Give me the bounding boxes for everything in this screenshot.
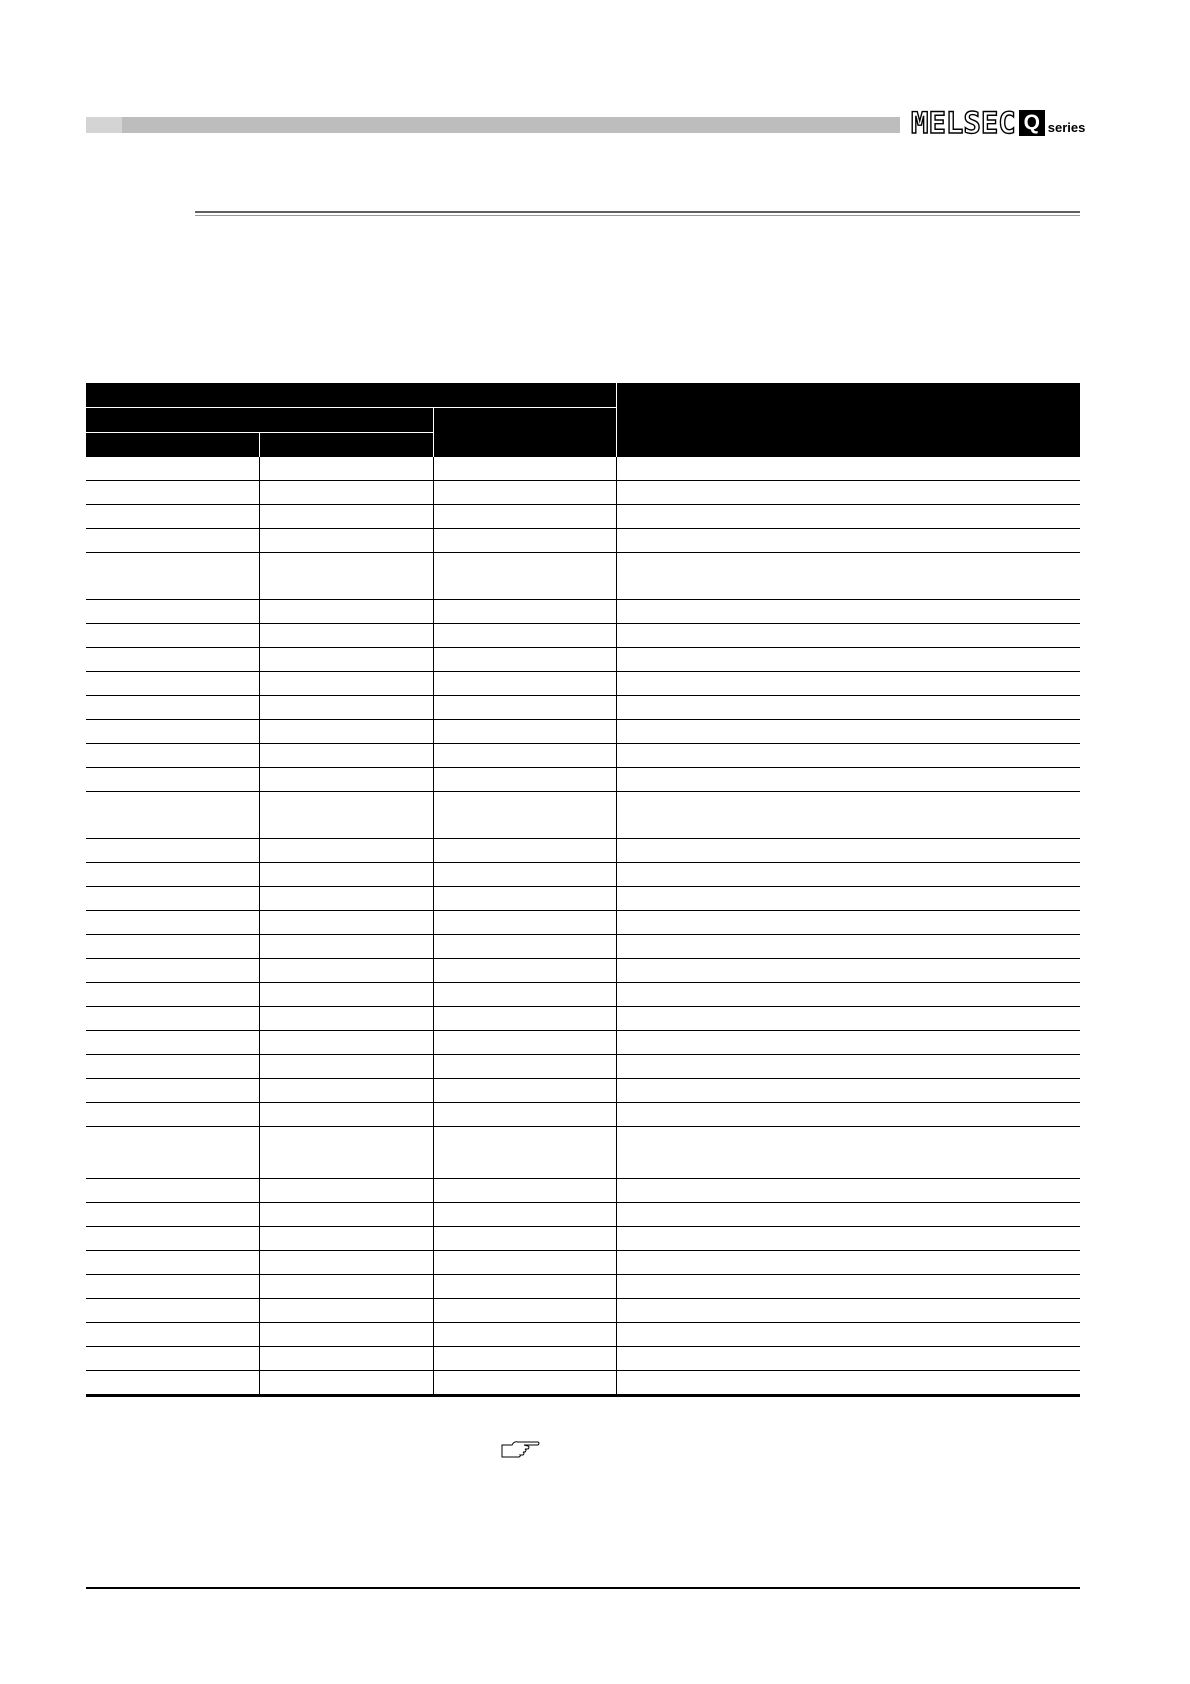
- table-cell: [259, 935, 433, 959]
- table-cell: [616, 457, 1080, 481]
- table-row: [86, 505, 1080, 529]
- header-bar-tab: [86, 117, 122, 133]
- table-cell: [86, 1007, 259, 1031]
- table-cell: [86, 792, 259, 839]
- table-row: [86, 1251, 1080, 1275]
- table-cell: [259, 983, 433, 1007]
- table-cell: [259, 672, 433, 696]
- table-cell: [616, 1371, 1080, 1396]
- table-cell: [86, 1251, 259, 1275]
- table-cell: [616, 1031, 1080, 1055]
- table-row: [86, 600, 1080, 624]
- table-cell: [616, 1251, 1080, 1275]
- table-cell: [433, 1275, 616, 1299]
- table-cell: [259, 648, 433, 672]
- table-row: [86, 887, 1080, 911]
- table-cell: [86, 1371, 259, 1396]
- table-cell: [616, 1299, 1080, 1323]
- table-row: [86, 720, 1080, 744]
- table-cell: [616, 1055, 1080, 1079]
- table-row: [86, 1227, 1080, 1251]
- table-cell: [433, 887, 616, 911]
- table-cell: [433, 648, 616, 672]
- table-cell: [433, 505, 616, 529]
- table-cell: [86, 505, 259, 529]
- table-cell: [86, 983, 259, 1007]
- table-cell: [86, 959, 259, 983]
- section-divider-thin: [195, 215, 1080, 216]
- table-cell: [433, 839, 616, 863]
- table-cell: [86, 911, 259, 935]
- table-row: [86, 648, 1080, 672]
- table-cell: [616, 887, 1080, 911]
- table-cell: [433, 911, 616, 935]
- table-cell: [433, 1103, 616, 1127]
- table-cell: [259, 1127, 433, 1179]
- table-row: [86, 672, 1080, 696]
- table-cell: [433, 696, 616, 720]
- table-cell: [433, 1299, 616, 1323]
- table-cell: [86, 600, 259, 624]
- table-cell: [616, 935, 1080, 959]
- table-cell: [86, 1127, 259, 1179]
- table-header-subgroup: [86, 408, 433, 433]
- table-cell: [616, 959, 1080, 983]
- table-cell: [616, 1203, 1080, 1227]
- table-cell: [616, 481, 1080, 505]
- table-cell: [259, 911, 433, 935]
- table-cell: [259, 1007, 433, 1031]
- logo-suffix: series: [1047, 120, 1086, 135]
- table-cell: [433, 1179, 616, 1203]
- table-cell: [433, 1007, 616, 1031]
- table-row: [86, 1127, 1080, 1179]
- table-cell: [259, 1227, 433, 1251]
- data-table: [86, 383, 1080, 1397]
- table-cell: [616, 1103, 1080, 1127]
- table-header-col-2: [259, 433, 433, 458]
- table-cell: [259, 624, 433, 648]
- table-cell: [259, 1055, 433, 1079]
- table-cell: [259, 959, 433, 983]
- table-cell: [86, 1347, 259, 1371]
- table-row: [86, 959, 1080, 983]
- table-row: [86, 744, 1080, 768]
- table-cell: [259, 1203, 433, 1227]
- table-cell: [433, 481, 616, 505]
- table-row: [86, 624, 1080, 648]
- table-cell: [259, 887, 433, 911]
- table-cell: [86, 935, 259, 959]
- table-cell: [259, 481, 433, 505]
- table-row: [86, 529, 1080, 553]
- table-cell: [433, 935, 616, 959]
- table-cell: [259, 1371, 433, 1396]
- table-cell: [86, 1323, 259, 1347]
- table-cell: [259, 863, 433, 887]
- table-cell: [433, 744, 616, 768]
- table-cell: [433, 624, 616, 648]
- table-row: [86, 1275, 1080, 1299]
- table-cell: [616, 1347, 1080, 1371]
- table-cell: [616, 1007, 1080, 1031]
- table-cell: [433, 553, 616, 600]
- table-cell: [616, 1079, 1080, 1103]
- table-cell: [433, 768, 616, 792]
- table-cell: [616, 792, 1080, 839]
- table-cell: [616, 624, 1080, 648]
- table-cell: [86, 672, 259, 696]
- table-cell: [616, 600, 1080, 624]
- table-cell: [259, 1251, 433, 1275]
- table-cell: [259, 768, 433, 792]
- table-row: [86, 457, 1080, 481]
- table-row: [86, 1299, 1080, 1323]
- table-cell: [86, 744, 259, 768]
- table-row: [86, 1055, 1080, 1079]
- table-cell: [86, 648, 259, 672]
- table-cell: [433, 1227, 616, 1251]
- table-cell: [86, 457, 259, 481]
- table-cell: [86, 1299, 259, 1323]
- table-cell: [433, 529, 616, 553]
- melsec-q-series-logo: [911, 106, 1085, 138]
- table-cell: [86, 887, 259, 911]
- table-cell: [86, 553, 259, 600]
- logo-brand: MELSEC: [911, 106, 1016, 140]
- table-cell: [259, 553, 433, 600]
- table-row: [86, 1323, 1080, 1347]
- table-cell: [433, 792, 616, 839]
- table-cell: [86, 768, 259, 792]
- table-cell: [433, 1347, 616, 1371]
- table-cell: [616, 529, 1080, 553]
- table-cell: [259, 1179, 433, 1203]
- table-cell: [259, 839, 433, 863]
- table-row: [86, 792, 1080, 839]
- table-cell: [616, 1127, 1080, 1179]
- table-row: [86, 553, 1080, 600]
- table-cell: [259, 1323, 433, 1347]
- pointing-hand-icon: [500, 1439, 542, 1459]
- table-cell: [86, 720, 259, 744]
- table-cell: [616, 553, 1080, 600]
- table-cell: [86, 1227, 259, 1251]
- table-cell: [433, 720, 616, 744]
- table-row: [86, 1103, 1080, 1127]
- table-cell: [259, 529, 433, 553]
- table-cell: [259, 457, 433, 481]
- table-row: [86, 839, 1080, 863]
- table-header-col-3: [433, 408, 616, 458]
- table-cell: [433, 863, 616, 887]
- table-row: [86, 1371, 1080, 1396]
- table-header-group: [86, 383, 616, 408]
- table-cell: [433, 1371, 616, 1396]
- table-row: [86, 1203, 1080, 1227]
- table-cell: [433, 1031, 616, 1055]
- table-cell: [259, 744, 433, 768]
- table-row: [86, 481, 1080, 505]
- table-cell: [259, 1103, 433, 1127]
- table-cell: [86, 1079, 259, 1103]
- table-cell: [259, 1031, 433, 1055]
- table-row: [86, 1007, 1080, 1031]
- table-row: [86, 1079, 1080, 1103]
- section-divider: [195, 211, 1080, 213]
- table-header-description: [616, 383, 1080, 457]
- table-cell: [616, 863, 1080, 887]
- table-cell: [86, 1179, 259, 1203]
- table-cell: [616, 983, 1080, 1007]
- table-body: [86, 457, 1080, 1396]
- table-cell: [86, 839, 259, 863]
- table-cell: [86, 624, 259, 648]
- table-cell: [433, 1323, 616, 1347]
- table-row: [86, 935, 1080, 959]
- table-cell: [86, 863, 259, 887]
- table-cell: [433, 1251, 616, 1275]
- footer-rule: [86, 1587, 1080, 1589]
- table-row: [86, 1031, 1080, 1055]
- table-cell: [616, 672, 1080, 696]
- table-cell: [433, 1127, 616, 1179]
- table-row: [86, 696, 1080, 720]
- table-cell: [616, 1275, 1080, 1299]
- table-cell: [86, 1203, 259, 1227]
- table-cell: [616, 505, 1080, 529]
- table-cell: [616, 768, 1080, 792]
- table-cell: [259, 1275, 433, 1299]
- table-row: [86, 911, 1080, 935]
- table-row: [86, 768, 1080, 792]
- table-cell: [433, 1055, 616, 1079]
- table-cell: [86, 481, 259, 505]
- table-row: [86, 1179, 1080, 1203]
- table-row: [86, 1347, 1080, 1371]
- table-cell: [616, 839, 1080, 863]
- table-cell: [86, 1275, 259, 1299]
- table-cell: [259, 505, 433, 529]
- table-header-col-1: [86, 433, 259, 458]
- table-cell: [86, 529, 259, 553]
- table-cell: [616, 1323, 1080, 1347]
- table-cell: [616, 696, 1080, 720]
- logo-model: Q: [1019, 110, 1045, 136]
- table-header: [86, 383, 1080, 457]
- table-cell: [433, 600, 616, 624]
- table-cell: [616, 1179, 1080, 1203]
- table-cell: [433, 1079, 616, 1103]
- table-cell: [259, 792, 433, 839]
- table-cell: [616, 744, 1080, 768]
- header-bar: [86, 117, 900, 133]
- table-cell: [616, 911, 1080, 935]
- table-cell: [616, 720, 1080, 744]
- table-cell: [259, 600, 433, 624]
- table-cell: [86, 696, 259, 720]
- table-cell: [433, 959, 616, 983]
- table-cell: [616, 648, 1080, 672]
- table-row: [86, 983, 1080, 1007]
- table-cell: [433, 983, 616, 1007]
- table-cell: [259, 1347, 433, 1371]
- table-cell: [259, 720, 433, 744]
- table-cell: [433, 672, 616, 696]
- table-cell: [616, 1227, 1080, 1251]
- table-cell: [86, 1103, 259, 1127]
- table-cell: [259, 696, 433, 720]
- table-row: [86, 863, 1080, 887]
- table-cell: [86, 1031, 259, 1055]
- table-cell: [259, 1299, 433, 1323]
- table-cell: [433, 1203, 616, 1227]
- table-cell: [433, 457, 616, 481]
- table-cell: [259, 1079, 433, 1103]
- table-cell: [86, 1055, 259, 1079]
